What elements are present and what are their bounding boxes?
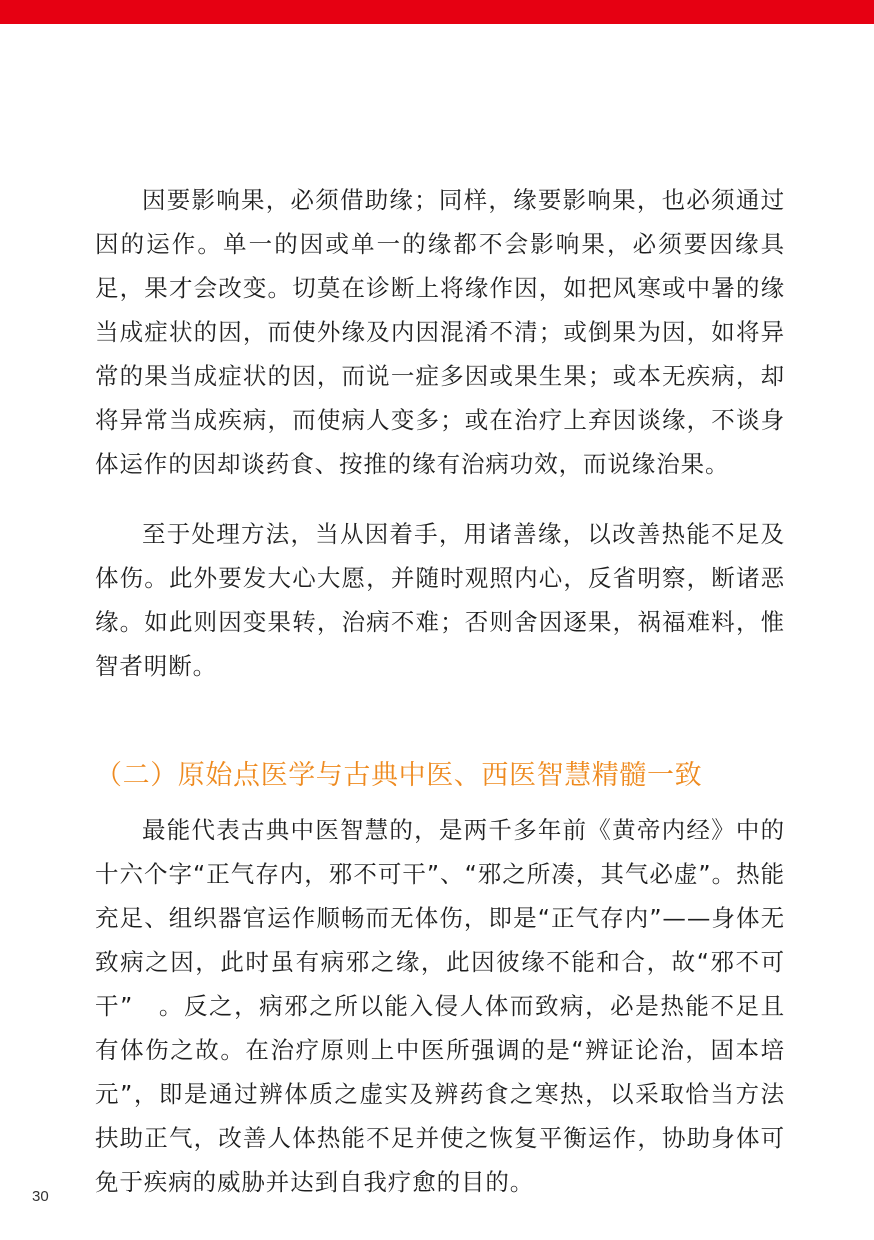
body-paragraph-2: 至于处理方法，当从因着手，用诸善缘，以改善热能不足及体伤。此外要发大心大愿，并随时观照内心，反省明察，断诸恶缘。如此则因变果转，治病不难；否则舍因逐果，祸福难料，惟智者明断。 — [95, 520, 785, 680]
page-content — [95, 178, 785, 1204]
section-heading: （二）原始点医学与古典中医、西医智慧精髓一致 — [95, 760, 703, 791]
page-number: 30 — [32, 1188, 49, 1205]
body-paragraph-3: 最能代表古典中医智慧的，是两千多年前《黄帝内经》中的十六个字“正气存内，邪不可干”、“邪之所凑，其气必虚”。热能充足、组织器官运作顺畅而无体伤，即是“正气存内”——身体无致病之因，此时虽有病邪之缘，此因彼缘不能和合，故“邪不可干” 。反之，病邪之所以能入侵人体而致病，必是热能不足且有体伤之故。在治疗原则上中医所强调的是“辨证论治，固本培元”，即是通过辨体质之虚实及辨药食之寒热，以采取恰当方法扶助正气，改善人体热能不足并使之恢复平衡运作，协助身体可免于疾病的威胁并达到自我疗愈的目的。 — [95, 816, 785, 1196]
top-accent-bar — [0, 0, 874, 24]
body-paragraph-1: 因要影响果，必须借助缘；同样，缘要影响果，也必须通过因的运作。单一的因或单一的缘都不会影响果，必须要因缘具足，果才会改变。切莫在诊断上将缘作因，如把风寒或中暑的缘当成症状的因，而使外缘及内因混淆不清；或倒果为因，如将异常的果当成症状的因，而说一症多因或果生果；或本无疾病，却将异常当成疾病，而使病人变多；或在治疗上弃因谈缘，不谈身体运作的因却谈药食、按推的缘有治病功效，而说缘治果。 — [95, 186, 785, 478]
